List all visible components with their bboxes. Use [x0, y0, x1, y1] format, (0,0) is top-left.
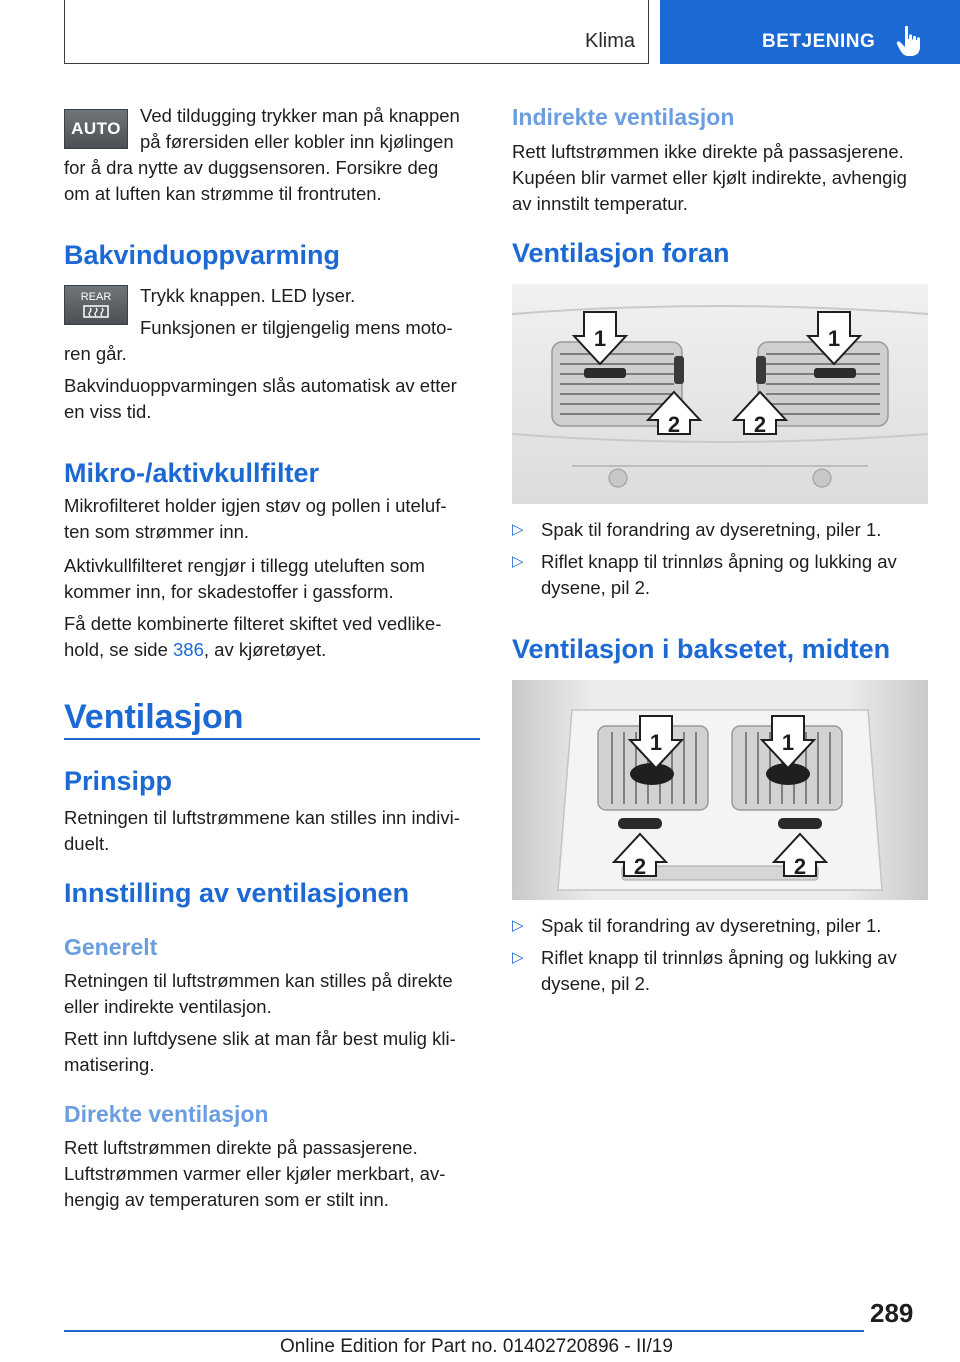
rear-paragraph-2a: Funksjonen er tilgjengelig mens moto- — [140, 317, 453, 338]
direkte-line-b: Luftstrømmen varmer eller kjøler merkbart, av- — [64, 1163, 446, 1184]
front-vent-illustration — [512, 284, 928, 504]
rear-paragraph-1: Trykk knappen. LED lyser. — [140, 285, 356, 306]
rear-paragraph-3b: en viss tid. — [64, 401, 152, 422]
rear-paragraph-2b: ren går. — [64, 343, 127, 364]
heading-mikro-aktivkullfilter: Mikro-/aktivkullfilter — [64, 458, 320, 488]
header-section-title: Klima — [584, 30, 635, 52]
intro-line-1: Ved tildugging trykker man på knappen — [140, 105, 460, 126]
rear-paragraph-3a: Bakvinduoppvarmingen slås automatisk av etter — [64, 375, 457, 396]
rear-defrost-icon — [81, 304, 111, 320]
rear-label-2-left: 2 — [633, 854, 647, 879]
heading-ventilasjon-foran: Ventilasjon foran — [512, 238, 730, 268]
filter-paragraph-3a: Få dette kombinerte filteret skiftet ved vedlike- — [64, 613, 442, 634]
generelt-p2b: matisering. — [64, 1054, 155, 1075]
prinsipp-line-a: Retningen til luftstrømmene kan stilles inn indivi- — [64, 807, 460, 828]
heading-generelt: Generelt — [64, 934, 158, 960]
indirekte-line-a: Rett luftstrømmen ikke direkte på passasjerene. — [512, 141, 904, 162]
filter-p3b-pre: hold, se side — [64, 639, 174, 660]
indirekte-line-b: Kupéen blir varmet eller kjølt indirekte, avhengig — [512, 167, 907, 188]
header-section-box — [64, 0, 649, 64]
heading-ventilasjon-bak: Ventilasjon i baksetet, midten — [512, 634, 891, 664]
header-chapter-label: BETJENING — [762, 31, 876, 52]
rear-bullet-2-text-b: dysene, pil 2. — [541, 973, 651, 994]
bullet-triangle-icon: ▷ — [512, 917, 524, 934]
filter-paragraph-1b: ten som strømmer inn. — [64, 521, 250, 542]
heading-prinsipp: Prinsipp — [64, 766, 173, 796]
generelt-p1b: eller indirekte ventilasjon. — [64, 996, 272, 1017]
header-chapter-tab[interactable] — [660, 0, 960, 64]
front-bullet-2-text-b: dysene, pil 2. — [541, 577, 651, 598]
footer-divider — [64, 1330, 864, 1332]
rear-label-1-right: 1 — [781, 730, 795, 755]
auto-button-icon — [64, 109, 128, 149]
rear-label-2-right: 2 — [793, 854, 807, 879]
intro-line-3: for å dra nytte av duggsensoren. Forsikre deg — [64, 157, 439, 178]
front-label-1-left: 1 — [593, 326, 607, 351]
generelt-p2a: Rett inn luftdysene slik at man får best mulig kli- — [64, 1028, 456, 1049]
front-vent-image — [512, 284, 928, 504]
rear-label-1-left: 1 — [649, 730, 663, 755]
rear-button-label: REAR — [80, 291, 112, 303]
filter-paragraph-2b: kommer inn, for skadestoffer i gassform. — [64, 581, 394, 602]
bullet-triangle-icon: ▷ — [512, 949, 524, 966]
rear-vent-image — [512, 680, 928, 900]
prinsipp-line-b: duelt. — [64, 833, 110, 854]
heading-indirekte: Indirekte ventilasjon — [512, 104, 735, 130]
front-bullet-1-text: Spak til forandring av dyseretning, piler 1. — [541, 519, 882, 540]
rear-defrost-button-icon — [64, 285, 128, 325]
front-label-2-right: 2 — [753, 412, 767, 437]
rear-vent-illustration — [512, 680, 928, 900]
filter-p3b-post: , av kjøretøyet. — [203, 639, 327, 660]
heading-bakvinduoppvarming: Bakvinduoppvarming — [64, 240, 341, 270]
intro-line-2: på førersiden eller kobler inn kjølingen — [140, 131, 454, 152]
ventilasjon-divider — [64, 738, 480, 740]
direkte-line-c: hengig av temperaturen som er stilt inn. — [64, 1189, 389, 1210]
hand-pointer-icon — [896, 25, 922, 57]
footer-edition: Online Edition for Part no. 01402720896 - II/19 — [280, 1336, 673, 1357]
front-label-1-right: 1 — [827, 326, 841, 351]
rear-bullet-2-text-a: Riflet knapp til trinnløs åpning og lukking av — [541, 947, 897, 968]
bullet-triangle-icon: ▷ — [512, 553, 524, 570]
heading-innstilling: Innstilling av ventilasjonen — [64, 878, 410, 908]
bullet-triangle-icon: ▷ — [512, 521, 524, 538]
heading-direkte: Direkte ventilasjon — [64, 1101, 269, 1127]
page-link-386[interactable]: 386 — [173, 639, 204, 660]
front-bullet-2-text-a: Riflet knapp til trinnløs åpning og lukking av — [541, 551, 897, 572]
heading-ventilasjon: Ventilasjon — [64, 698, 244, 736]
filter-paragraph-3b — [64, 637, 326, 663]
filter-paragraph-1a: Mikrofilteret holder igjen støv og pollen i uteluf- — [64, 495, 447, 516]
filter-paragraph-2a: Aktivkullfilteret rengjør i tillegg uteluften som — [64, 555, 425, 576]
page-number: 289 — [870, 1298, 914, 1328]
direkte-line-a: Rett luftstrømmen direkte på passasjerene. — [64, 1137, 418, 1158]
indirekte-line-c: av innstilt temperatur. — [512, 193, 688, 214]
auto-button-label: AUTO — [71, 119, 121, 138]
front-label-2-left: 2 — [667, 412, 681, 437]
rear-bullet-1-text: Spak til forandring av dyseretning, piler 1. — [541, 915, 882, 936]
generelt-p1a: Retningen til luftstrømmen kan stilles på direkte — [64, 970, 453, 991]
intro-line-4: om at luften kan strømme til frontruten. — [64, 183, 382, 204]
